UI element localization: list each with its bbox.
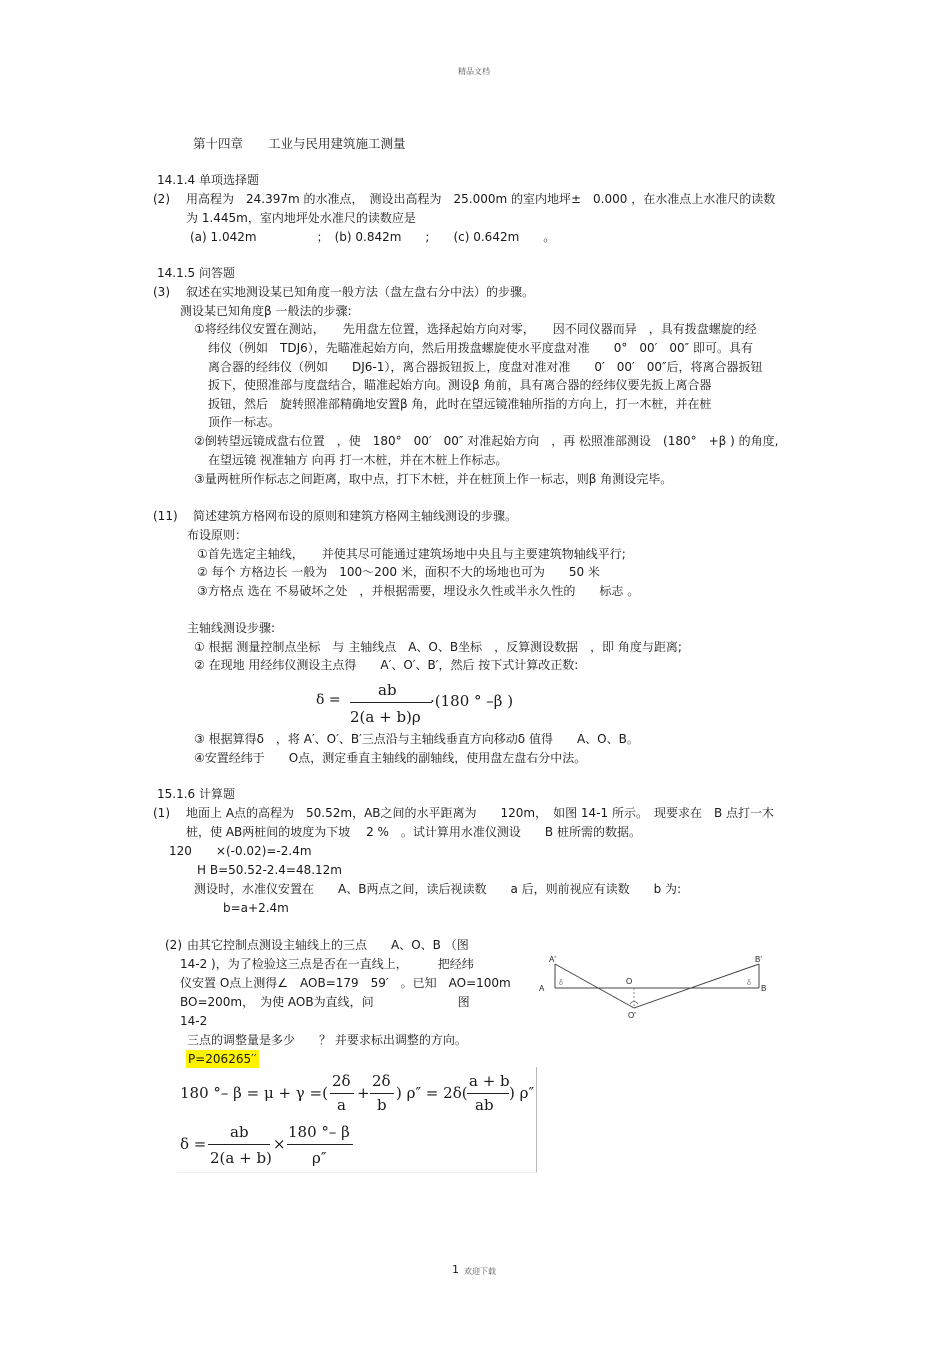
formula-numerator: ab <box>378 681 397 699</box>
formula-denominator: ρ″ <box>312 1149 327 1167</box>
section-14-1-5-title: 14.1.5 问答题 <box>157 266 235 280</box>
figure-14-2 <box>535 952 775 1022</box>
formula-lhs: 180 °– β = μ + γ =( <box>180 1084 328 1102</box>
question-number: (3) <box>153 285 170 299</box>
formula-denominator: 2(a + b)ρ <box>350 708 421 726</box>
angle-arc-o <box>630 1002 638 1005</box>
step-item: ④安置经纬于 O点，测定垂直主轴线的副轴线，使用盘左盘右分中法。 <box>194 751 587 765</box>
answer-line: ③量两桩所作标志之间距离，取中点，打下木桩，并在桩顶上作一标志，则β 角测设完毕。 <box>194 472 673 486</box>
section-14-1-4-title: 14.1.4 单项选择题 <box>157 173 259 187</box>
formula-end: ) ρ″ <box>509 1084 535 1102</box>
label-o: O <box>626 977 633 986</box>
line-a-prime-o-prime <box>555 964 634 1008</box>
formula-middle: ) ρ″ = 2δ( <box>396 1084 468 1102</box>
chapter-title: 第十四章 工业与民用建筑施工测量 <box>193 136 406 151</box>
label-o-prime: O' <box>628 1011 636 1020</box>
step-item: ③ 根据算得δ ，将 A′、O′、B′三点沿与主轴线垂直方向移动δ 值得 A、O、B。 <box>194 732 639 746</box>
question-text-line: 仪安置 O点上测得∠ AOB=179 59′ 。已知 AO=100m <box>180 976 511 990</box>
formula-numerator: a + b <box>469 1072 510 1090</box>
calc-line: 测设时，水准仪安置在 A、B两点之间，读后视读数 a 后，则前视应有读数 b 为: <box>194 882 682 896</box>
question-text-line: 由其它控制点测设主轴线上的三点 A、O、B （图 <box>187 938 469 952</box>
question-text-line: 为 1.445m，室内地坪处水准尺的读数应是 <box>186 211 416 225</box>
question-text: 简述建筑方格网布设的原则和建筑方格网主轴线测设的步骤。 <box>193 509 518 523</box>
step-item: ② 在现地 用经纬仪测设主点得 A′、O′、B′，然后 按下式计算改正数: <box>194 658 579 672</box>
angle-label-b: δ <box>747 980 751 987</box>
page-number: 1 <box>452 1263 459 1276</box>
fraction-bar <box>208 1144 270 1145</box>
principle-item: ② 每个 方格边长 一般为 100～200 米，面积不大的场地也可为 50 米 <box>197 565 600 579</box>
calc-line: H B=50.52-2.4=48.12m <box>197 863 342 877</box>
answer-line: 纬仪（例如 TDJ6），先瞄准起始方向，然后用拨盘螺旋使水平度盘对准 0° 00′ 00″ 即可。具有 <box>208 341 753 355</box>
formula-numerator: 2δ <box>332 1072 351 1090</box>
formula-lhs: δ = <box>180 1135 207 1153</box>
answer-line: ①将经纬仪安置在测站， 先用盘左位置，选择起始方向对零， 因不同仪器而异 ，具有拨盘螺旋的经 <box>194 322 757 336</box>
formula-numerator: 2δ <box>372 1072 391 1090</box>
question-text-line: 14-2 )，为了检验这三点是否在一直线上， 把经纬 <box>180 957 474 971</box>
step-item: ① 根据 测量控制点坐标 与 主轴线点 A、O、B坐标 ，反算测设数据 ，即 角度与距离; <box>194 640 682 654</box>
formula-lhs: δ = <box>316 692 341 708</box>
formula-numerator: ab <box>230 1123 249 1141</box>
answer-line: 离合器的经纬仪（例如 DJ6-1），离合器扳钮扳上，度盘对准对准 0′ 00′ 00″后，将离合器扳钮 <box>208 360 763 374</box>
answer-line: ②倒转望远镜成盘右位置 ，使 180° 00′ 00″ 对准起始方向 ，再 松照准部测设 (180° +β ) 的角度, <box>194 434 779 448</box>
question-text: 叙述在实地测设某已知角度一般方法（盘左盘右分中法）的步骤。 <box>186 285 535 299</box>
answer-line: 扳钮，然后 旋转照准部精确地安置β 角，此时在望远镜准轴所指的方向上，打一木桩，并在桩 <box>208 397 712 411</box>
label-a: A <box>539 984 545 993</box>
page-header: 精品文档 <box>458 67 490 76</box>
calc-line: b=a+2.4m <box>223 901 289 915</box>
label-a-prime: A' <box>549 955 556 964</box>
formula-denominator: a <box>337 1096 346 1114</box>
principle-item: ①首先选定主轴线， 并使其尽可能通过建筑场地中央且与主要建筑物轴线平行; <box>197 547 626 561</box>
formula-numerator: 180 °– β <box>288 1123 350 1141</box>
question-text-line: 三点的调整量是多少 ？ 并要求标出调整的方向。 <box>187 1033 467 1047</box>
question-text-line: 14-2 <box>180 1014 208 1028</box>
principle-item: ③方格点 选在 不易破坏之处 ，并根据需要，埋设永久性或半永久性的 标志 。 <box>197 584 640 598</box>
section-15-1-6-title: 15.1.6 计算题 <box>157 787 235 801</box>
steps-title: 主轴线测设步骤: <box>187 621 276 635</box>
question-text-line: 地面上 A点的高程为 50.52m，AB之间的水平距离为 120m， 如图 14-1 所示。 现要求在 B 点打一木 <box>186 806 775 820</box>
formula-denominator: 2(a + b) <box>210 1149 272 1167</box>
question-text-line: 桩，使 AB两桩间的坡度为下坡 2 % 。试计算用水准仪测设 B 桩所需的数据。 <box>186 825 641 839</box>
calc-line: 120 ×(-0.02)=-2.4m <box>169 844 312 858</box>
fraction-bar <box>330 1093 354 1094</box>
question-number: (11) <box>153 509 178 523</box>
question-number: (1) <box>153 806 170 820</box>
formula-rhs: ·(180 ° –β ) <box>430 692 514 710</box>
answer-options: (a) 1.042m ； (b) 0.842m ; (c) 0.642m 。 <box>190 230 556 244</box>
question-number: (2) <box>153 192 170 206</box>
answer-intro: 测设某已知角度β 一般法的步骤: <box>180 304 352 318</box>
principles-title: 布设原则： <box>187 528 248 542</box>
formula-operator: × <box>273 1135 286 1153</box>
footer-text: 欢迎下载 <box>464 1267 496 1276</box>
answer-line: 扳下，使照准部与度盘结合，瞄准起始方向。测设β 角前，具有离合器的经纬仪要先扳上离合器 <box>208 378 712 392</box>
formula-operator: + <box>357 1084 370 1102</box>
answer-line: 在望远镜 视准轴方 向再 打一木桩，并在木桩上作标志。 <box>208 453 508 467</box>
fraction-bar <box>287 1144 353 1145</box>
angle-label-a: δ <box>559 980 563 987</box>
formula-denominator: ab <box>475 1096 494 1114</box>
label-b: B <box>761 984 767 993</box>
fraction-bar <box>350 702 432 703</box>
answer-line: 顶作一标志。 <box>208 415 281 429</box>
question-text-line: 用高程为 24.397m 的水准点， 测设出高程为 25.000m 的室内地坪± 0.000 ，在水准点上水准尺的读数 <box>186 192 776 206</box>
fraction-bar <box>467 1093 509 1094</box>
question-number: (2) <box>165 938 182 952</box>
label-b-prime: B' <box>755 955 762 964</box>
question-text-line: BO=200m， 为使 AOB为直线，问 图 <box>180 995 470 1009</box>
fraction-bar <box>370 1093 394 1094</box>
rho-constant: P=206265′′ <box>188 1052 257 1066</box>
formula-denominator: b <box>377 1096 387 1114</box>
line-o-prime-b-prime <box>634 964 759 1008</box>
